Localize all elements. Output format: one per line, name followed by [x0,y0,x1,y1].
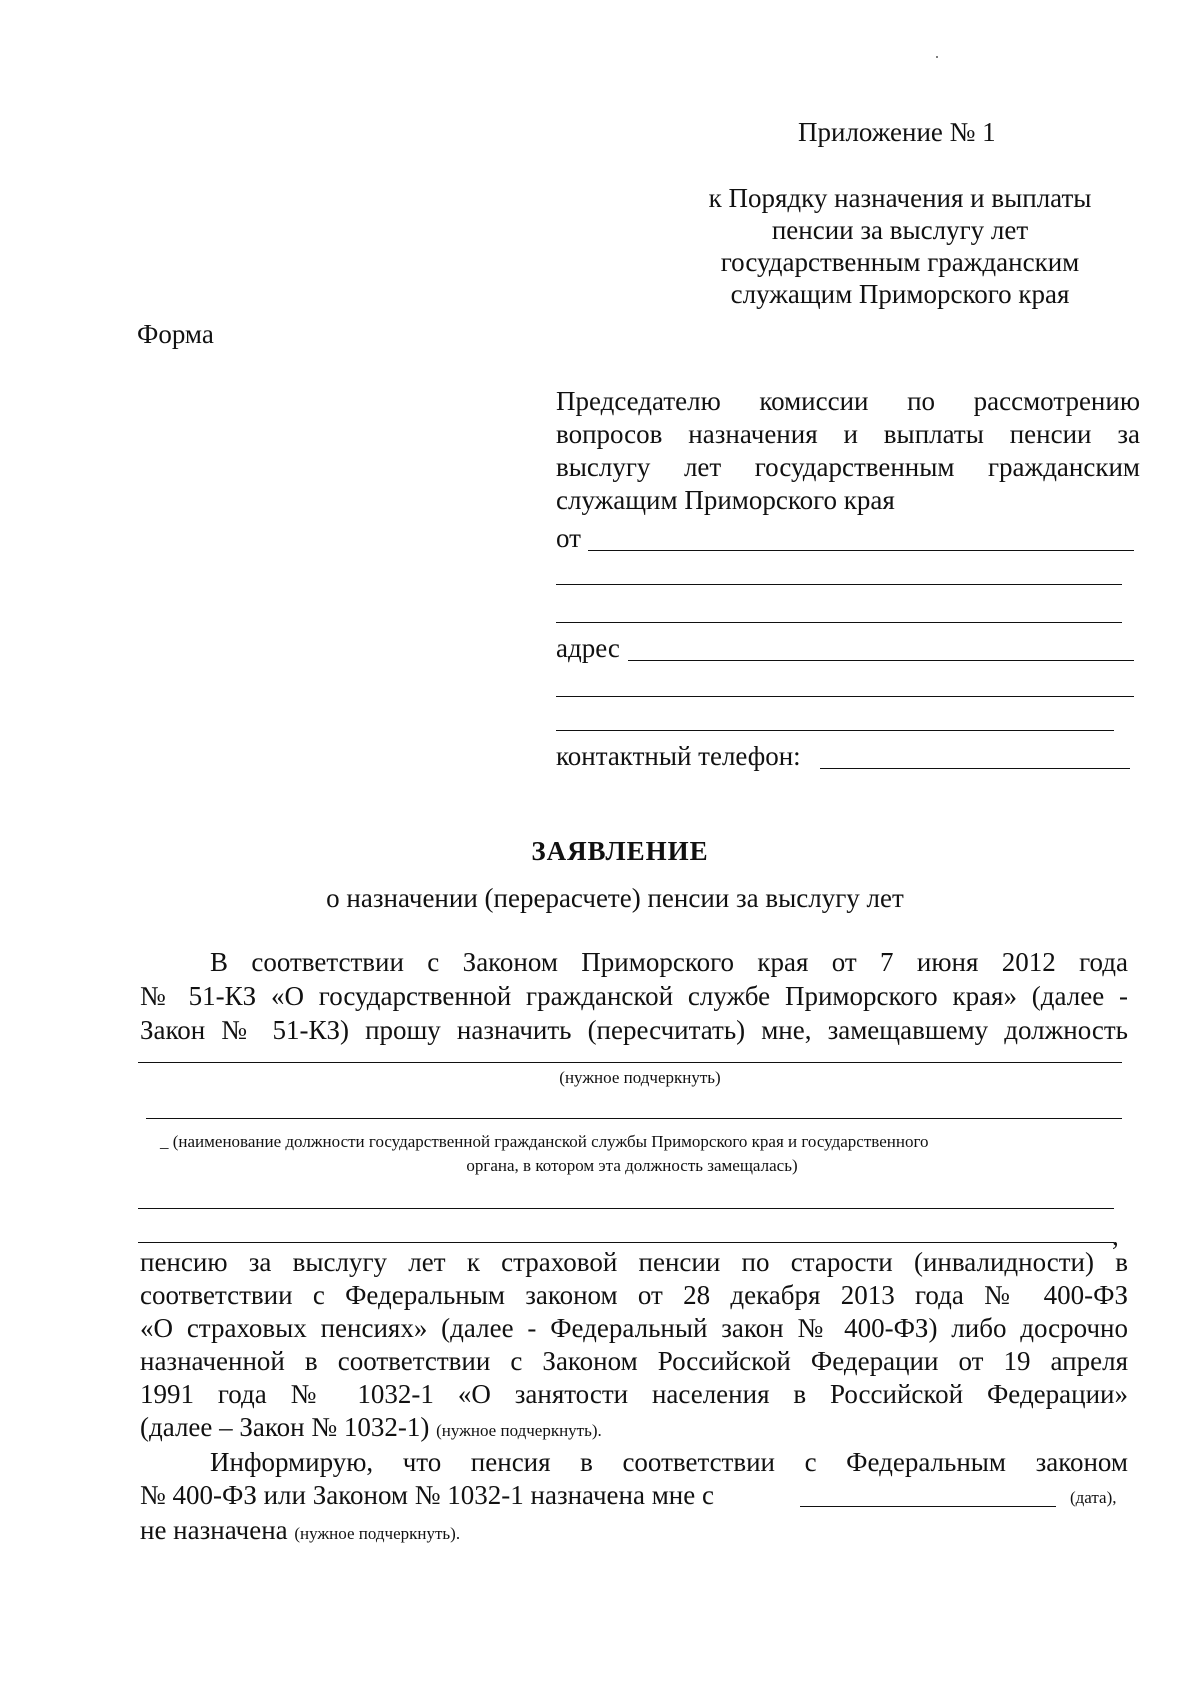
appendix-title: Приложение № 1 [798,117,996,147]
position-name-line-2[interactable] [138,1208,1114,1209]
hint-position-line-2: органа, в котором эта должность замещалась) [466,1156,798,1175]
hint-underline: (нужное подчеркнуть) [559,1068,721,1087]
p3-line-3-text: не назначена [140,1515,288,1545]
p2-last-text: (далее – Закон № 1032-1) [140,1412,430,1442]
p1-line-2: № 51-КЗ «О государственной гражданской службе Приморского края» (далее - [140,981,1128,1011]
addressee-line-3: выслугу лет государственным гражданским [556,452,1140,482]
from-field-line-1[interactable] [588,550,1134,551]
address-label: адрес [556,633,620,663]
appendix-ref-line-4: служащим Приморского края [730,279,1070,309]
appendix-ref-line-2: пенсии за выслугу лет [771,215,1029,245]
addressee-line-2: вопросов назначения и выплаты пенсии за [556,419,1140,449]
address-field-line-2[interactable] [556,696,1134,697]
addressee-line-4: служащим Приморского края [556,485,895,515]
date-hint: (дата), [1070,1488,1117,1507]
appendix-ref-line-3: государственным гражданским [720,247,1080,277]
p2-line-5: 1991 года № 1032-1 «О занятости населения в Российской Федерации» [140,1379,1128,1409]
date-field-line[interactable] [800,1506,1056,1507]
appendix-ref-line-1: к Порядку назначения и выплаты [708,183,1092,213]
p3-line-3-hint: (нужное подчеркнуть). [294,1524,461,1543]
position-name-line-1[interactable] [146,1118,1122,1119]
phone-label: контактный телефон: [556,741,801,771]
address-field-line-1[interactable] [628,660,1134,661]
p2-line-6 [140,1411,602,1447]
scan-dot [936,56,938,58]
p2-line-2: соответствии с Федеральным законом от 28 декабря 2013 года № 400-ФЗ [140,1280,1128,1310]
from-field-line-2[interactable] [556,584,1122,585]
from-field-line-3[interactable] [556,622,1122,623]
position-name-line-3[interactable] [138,1242,1114,1243]
line-comma: , [1112,1221,1119,1251]
p2-line-1: пенсию за выслугу лет к страховой пенсии по старости (инвалидности) в [140,1247,1128,1277]
statement-subtitle: о назначении (перерасчете) пенсии за выслугу лет [326,883,904,913]
p3-line-3 [140,1514,460,1550]
hint-position-line-1: _ (наименование должности государственной гражданской службы Приморского края и государственного [160,1132,929,1151]
p1-line-3: Закон № 51-КЗ) прошу назначить (пересчитать) мне, замещавшему должность [140,1015,1128,1045]
p2-line-3: «О страховых пенсиях» (далее - Федеральный закон № 400-ФЗ) либо досрочно [140,1313,1128,1343]
form-label: Форма [137,319,214,349]
p1-line-1: В соответствии с Законом Приморского края от 7 июня 2012 года [210,947,1128,977]
position-choice-line[interactable] [138,1062,1122,1063]
phone-field-line[interactable] [820,768,1130,769]
p2-last-hint: (нужное подчеркнуть). [436,1421,602,1440]
p2-line-4: назначенной в соответствии с Законом Российской Федерации от 19 апреля [140,1346,1128,1376]
p3-line-1: Информирую, что пенсия в соответствии с Федеральным законом [210,1447,1128,1477]
address-field-line-3[interactable] [556,730,1114,731]
statement-title: ЗАЯВЛЕНИЕ [531,836,709,866]
p3-line-2: № 400-ФЗ или Законом № 1032-1 назначена мне с [140,1480,714,1510]
from-label: от [556,523,581,553]
addressee-line-1: Председателю комиссии по рассмотрению [556,386,1140,416]
